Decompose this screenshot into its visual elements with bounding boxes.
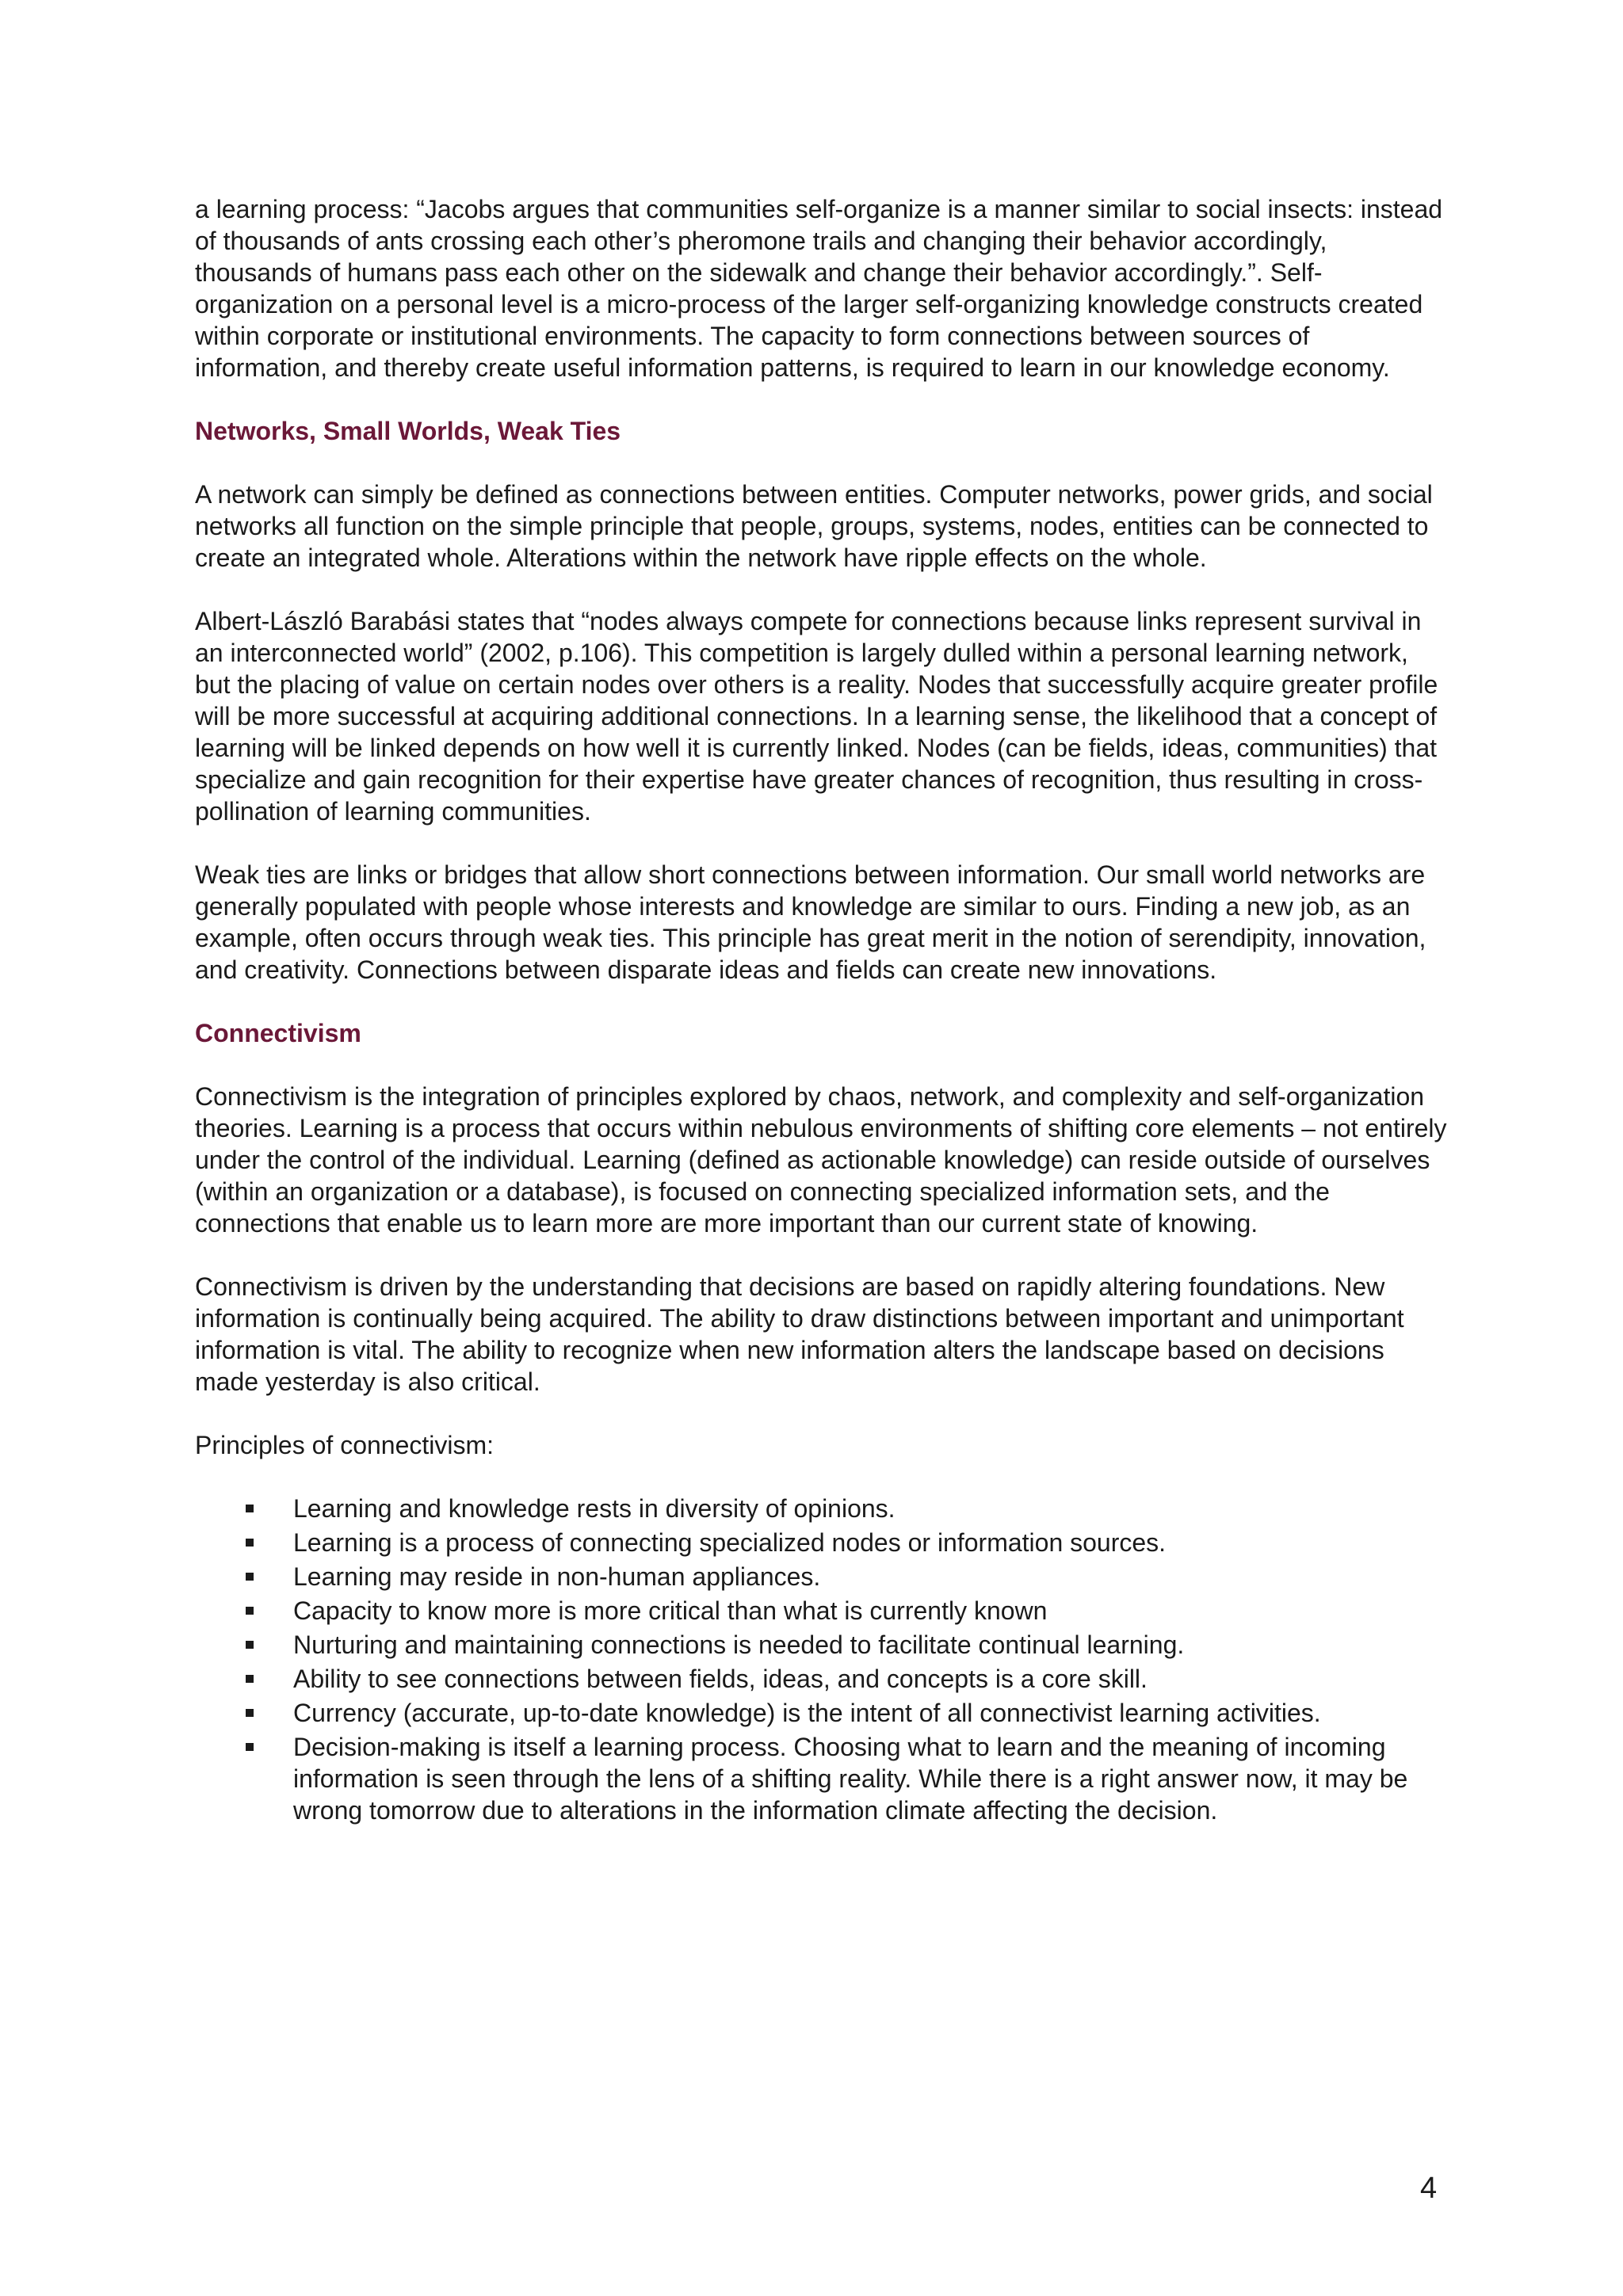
list-item: Capacity to know more is more critical than what is currently known: [293, 1595, 1447, 1627]
document-page: [195, 193, 1447, 1829]
list-item: Nurturing and maintaining connections is needed to facilitate continual learning.: [293, 1629, 1447, 1661]
principles-list: [195, 1493, 1447, 1826]
paragraph-connectivism-driven: Connectivism is driven by the understanding that decisions are based on rapidly altering foundations. New information is continually being acquired. The ability to draw distinctions between important and unimportant information is vital. The ability to recognize when new information alters the landscape based on decisions made yesterday is also critical.: [195, 1272, 1404, 1396]
principles-intro: Principles of connectivism:: [195, 1431, 495, 1459]
list-item: Learning may reside in non-human appliances.: [293, 1561, 1447, 1592]
paragraph-network-definition: A network can simply be defined as connections between entities. Computer networks, power grids, and social networks all function on the simple principle that people, groups, systems, nodes, entities can be connected to create an integrated whole. Alterations within the network have ripple effects on the whole.: [195, 480, 1433, 572]
paragraph-self-organization: a learning process: “Jacobs argues that communities self-organize is a manner similar to social insects: instead of thousands of ants crossing each other’s pheromone trails and changing their behavior accordingly, thousands of humans pass each other on the sidewalk and change their behavior accordingly.”. Self-organization on a personal level is a micro-process of the larger self-organizing knowledge constructs created within corporate or institutional environments. The capacity to form connections between sources of information, and thereby create useful information patterns, is required to learn in our knowledge economy.: [195, 195, 1443, 382]
list-item: Ability to see connections between fields, ideas, and concepts is a core skill.: [293, 1663, 1447, 1695]
list-item: Decision-making is itself a learning process. Choosing what to learn and the meaning of incoming information is seen through the lens of a shifting reality. While there is a right answer now, it may be wrong tomorrow due to alterations in the information climate affecting the decision.: [293, 1731, 1447, 1826]
list-item: Learning is a process of connecting specialized nodes or information sources.: [293, 1527, 1447, 1558]
list-item: Learning and knowledge rests in diversity of opinions.: [293, 1493, 1447, 1524]
paragraph-connectivism-integration: Connectivism is the integration of principles explored by chaos, network, and complexity and self-organization theories. Learning is a process that occurs within nebulous environments of shifting core elements – not entirely under the control of the individual. Learning (defined as actionable knowledge) can reside outside of ourselves (within an organization or a database), is focused on connecting specialized information sets, and the connections that enable us to learn more are more important than our current state of knowing.: [195, 1082, 1447, 1238]
heading-networks: Networks, Small Worlds, Weak Ties: [195, 417, 621, 445]
paragraph-weak-ties: Weak ties are links or bridges that allow short connections between information. Our small world networks are generally populated with people whose interests and knowledge are similar to ours. Finding a new job, as an example, often occurs through weak ties. This principle has great merit in the notion of serendipity, innovation, and creativity. Connections between disparate ideas and fields can create new innovations.: [195, 860, 1426, 984]
page-number: 4: [1420, 2172, 1438, 2205]
list-item: Currency (accurate, up-to-date knowledge) is the intent of all connectivist learning activities.: [293, 1697, 1447, 1729]
paragraph-barabasi: Albert-László Barabási states that “nodes always compete for connections because links represent survival in an interconnected world” (2002, p.106). This competition is largely dulled within a personal learning network, but the placing of value on certain nodes over others is a reality. Nodes that successfully acquire greater profile will be more successful at acquiring additional connections. In a learning sense, the likelihood that a concept of learning will be linked depends on how well it is currently linked. Nodes (can be fields, ideas, communities) that specialize and gain recognition for their expertise have greater chances of recognition, thus resulting in cross-pollination of learning communities.: [195, 607, 1438, 826]
heading-connectivism: Connectivism: [195, 1019, 361, 1047]
